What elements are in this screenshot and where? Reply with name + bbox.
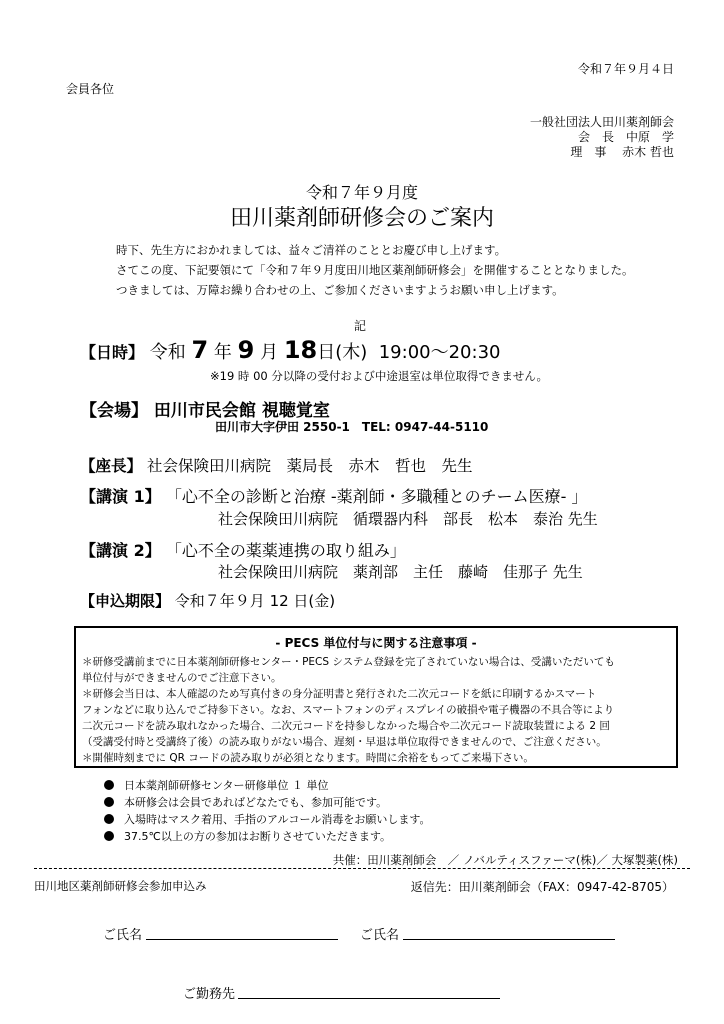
bullet-text: 37.5℃以上の方の参加はお断りさせていただきます。 — [124, 830, 391, 843]
bullet-icon — [104, 814, 114, 824]
sender-organization: 一般社団法人田川薬剤師会 — [529, 115, 674, 129]
bullet-item — [104, 811, 430, 827]
notice-line: フォンなどに取り込んでご持参下さい。なお、スマートフォンのディスプレイの破損や電子機器の不具合等により — [82, 704, 615, 716]
bullet-item — [104, 777, 329, 793]
document-date: 令和７年９月４日 — [577, 62, 674, 76]
datetime-month-unit: 月 — [260, 342, 279, 363]
lecture2-title: 「心不全の薬薬連携の取り組み」 — [165, 541, 406, 560]
document-title: 田川薬剤師研修会のご案内 — [229, 206, 494, 231]
name-field-1[interactable] — [146, 939, 338, 940]
datetime-time: 19:00～20:30 — [378, 342, 501, 363]
chair-row — [80, 454, 472, 476]
datetime-label: 【日時】 — [80, 343, 145, 362]
venue-name: 田川市民会館 視聴覚室 — [153, 401, 330, 421]
bullet-text: 日本薬剤師研修センター研修単位 １ 単位 — [124, 779, 329, 792]
notice-line: 単位付与ができませんのでご注意下さい。 — [82, 672, 282, 684]
lecture2-label: 【講演 2】 — [80, 541, 161, 560]
bullet-icon — [104, 831, 114, 841]
sender-president: 会 長 中原 学 — [577, 130, 674, 144]
datetime-year: 7 — [191, 336, 209, 364]
notice-line: ＊研修受講前までに日本薬剤師研修センター・PECS システム登録を完了されていない場合は、受講いただいても — [82, 656, 615, 668]
lecture1-label: 【講演 1】 — [80, 487, 161, 506]
datetime-day: 18 — [283, 336, 318, 364]
chair-label: 【座長】 — [80, 457, 143, 475]
reply-to-fax: 返信先：田川薬剤師会（FAX：0947-42-8705） — [410, 880, 674, 894]
cosponsor-line: 共催：田川薬剤師会 ／ ノバルティスファーマ(株)／ 大塚製薬(株) — [332, 853, 678, 867]
addressee: 会員各位 — [66, 82, 115, 96]
venue-address: 田川市大字伊田 2550-1 TEL: 0947-44-5110 — [215, 420, 489, 434]
notice-line: ＊研修会当日は、本人確認のため写真付きの身分証明書と発行された二次元コードを紙に印刷するかスマート — [82, 688, 597, 700]
notice-line: （受講受付時と受講終了後）の読み取りがない場合、遅刻・早退は単位取得できませんので、ご注意ください。 — [82, 736, 607, 748]
deadline-date: 令和７年９月 12 日(金) — [174, 592, 336, 610]
notice-title: - PECS 単位付与に関する注意事項 - — [275, 636, 477, 650]
application-form-title: 田川地区薬剤師研修会参加申込み — [34, 879, 207, 893]
lecture1-speaker: 社会保険田川病院 循環器内科 部長 松本 泰治 先生 — [218, 510, 598, 528]
cut-line-divider — [34, 868, 690, 869]
workplace-label: ご勤務先 — [183, 987, 236, 1002]
document-subtitle: 令和７年９月度 — [305, 183, 418, 202]
intro-line: さてこの度、下記要領にて「令和７年９月度田川地区薬剤師研修会」を開催することとなりました。 — [116, 263, 634, 277]
deadline-label: 【申込期限】 — [80, 592, 171, 610]
name-label-2: ご氏名 — [360, 928, 400, 943]
deadline-row — [80, 590, 335, 611]
lecture2-speaker: 社会保険田川病院 薬剤部 主任 藤崎 佳那子 先生 — [218, 563, 583, 581]
lecture1-title: 「心不全の診断と治療 -薬剤師・多職種とのチーム医療- 」 — [165, 487, 588, 506]
name-label-1: ご氏名 — [103, 928, 143, 943]
name-field-2[interactable] — [403, 939, 615, 940]
datetime-month: 9 — [237, 336, 255, 364]
datetime-day-unit: 日 — [317, 342, 336, 363]
datetime-note: ※19 時 00 分以降の受付および中途退室は単位取得できません。 — [210, 369, 549, 383]
bullet-text: 入場時はマスク着用、手指のアルコール消毒をお願いします。 — [124, 813, 431, 826]
bullet-icon — [104, 780, 114, 790]
intro-line: つきましては、万障お繰り合わせの上、ご参加くださいますようお願い申し上げます。 — [116, 283, 564, 297]
chair-text: 社会保険田川病院 薬局長 赤木 哲也 先生 — [146, 457, 473, 475]
pecs-notice-box — [74, 626, 678, 768]
lecture1-row — [80, 484, 588, 507]
workplace-field[interactable] — [238, 998, 500, 999]
sender-director: 理 事 赤木 哲也 — [570, 145, 674, 159]
bullet-item — [104, 828, 391, 844]
venue-label: 【会場】 — [80, 401, 148, 421]
bullet-item — [104, 794, 387, 810]
lecture2-row — [80, 538, 406, 561]
notice-line: ＊開催時刻までに QR コードの読み取りが必須となります。時間に余裕をもってご来場下さい。 — [82, 752, 534, 764]
ki-marker: 記 — [354, 319, 367, 333]
datetime-era: 令和 — [149, 342, 186, 363]
intro-line: 時下、先生方におかれましては、益々ご清祥のこととお慶び申し上げます。 — [116, 243, 507, 257]
datetime-weekday: (木) — [335, 342, 368, 363]
datetime-year-unit: 年 — [213, 342, 232, 363]
datetime-row — [80, 336, 500, 364]
bullet-icon — [104, 797, 114, 807]
notice-line: 二次元コードを読み取れなかった場合、二次元コードを持参しなかった場合や二次元コード読取装置による 2 回 — [82, 720, 610, 732]
bullet-text: 本研修会は会員であればどなたでも、参加可能です。 — [124, 796, 388, 809]
